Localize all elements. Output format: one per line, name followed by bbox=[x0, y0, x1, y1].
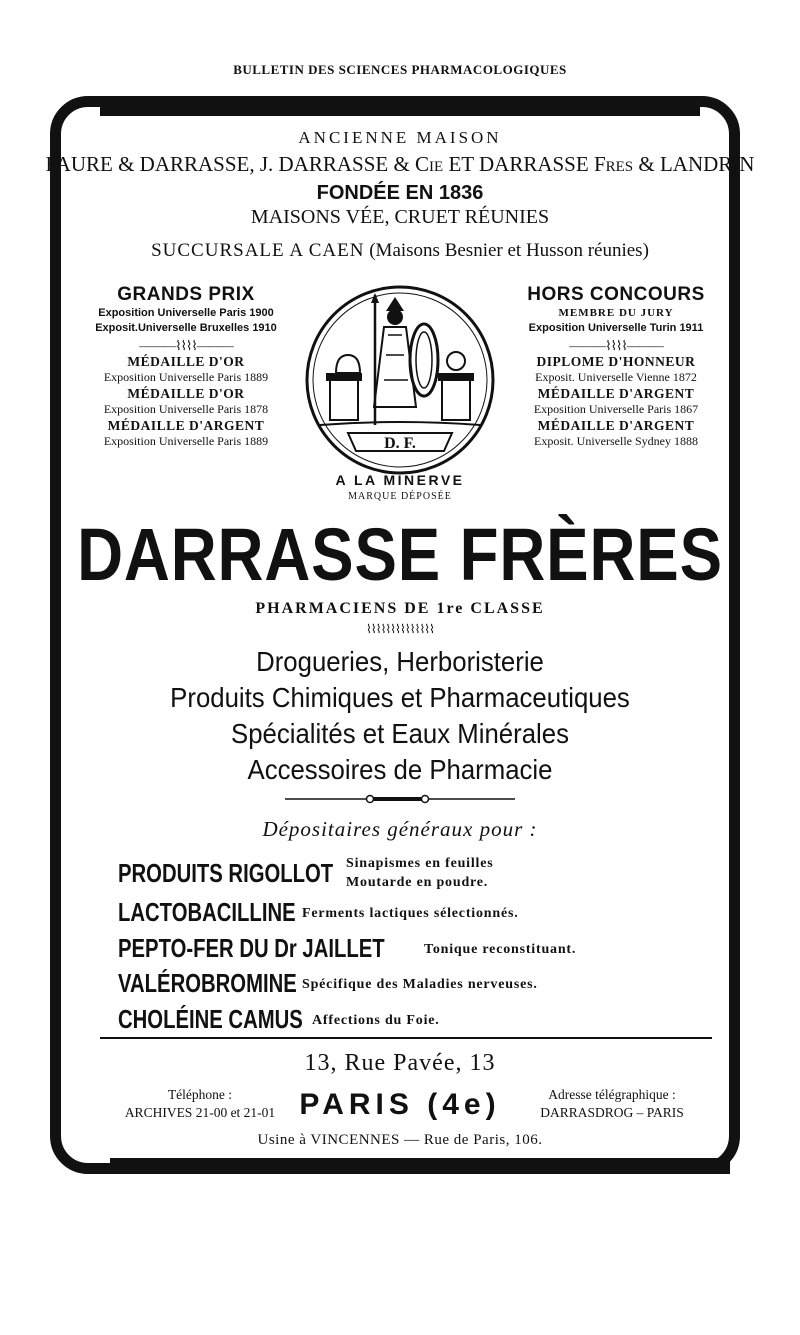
emblem-note: MARQUE DÉPOSÉE bbox=[348, 491, 452, 502]
left-sub-2: Exposit.Universelle Bruxelles 1910 bbox=[95, 322, 277, 334]
award-name: MÉDAILLE D'ARGENT bbox=[537, 386, 695, 401]
product-line: Produits Chimiques et Pharmaceutiques bbox=[170, 682, 630, 713]
award-event: Exposition Universelle Paris 1867 bbox=[533, 402, 699, 416]
left-title: GRANDS PRIX bbox=[117, 284, 255, 305]
address-rule bbox=[100, 1037, 712, 1039]
telephone-label: Téléphone : bbox=[167, 1087, 233, 1102]
header-ancienne-maison: ANCIENNE MAISON bbox=[298, 128, 502, 147]
brand-lactobacilline: LACTOBACILLINE bbox=[118, 897, 296, 927]
running-head: BULLETIN DES SCIENCES PHARMACOLOGIQUES bbox=[233, 62, 567, 77]
firm-name: DARRASSE FRÈRES bbox=[77, 513, 723, 596]
telegraph-address: DARRASDROG – PARIS bbox=[540, 1105, 684, 1120]
award-event: Exposition Universelle Paris 1889 bbox=[103, 370, 269, 384]
squiggle-divider: ———⌇⌇⌇⌇——— bbox=[569, 338, 663, 353]
product-line: Spécialités et Eaux Minérales bbox=[231, 718, 569, 749]
header-founded: FONDÉE EN 1836 bbox=[316, 182, 484, 204]
street-address: 13, Rue Pavée, 13 bbox=[304, 1050, 496, 1076]
brand-lactobacilline-desc: Ferments lactiques sélectionnés. bbox=[302, 906, 519, 921]
telegraph-block bbox=[512, 1086, 712, 1122]
award-name: MÉDAILLE D'ARGENT bbox=[107, 418, 265, 433]
award-event: Exposit. Universelle Vienne 1872 bbox=[535, 370, 697, 384]
brand-choleine-desc: Affections du Foie. bbox=[312, 1013, 440, 1028]
brand-valerobromine-desc: Spécifique des Maladies nerveuses. bbox=[302, 977, 538, 992]
firm-subtitle: PHARMACIENS DE 1re CLASSE bbox=[255, 600, 545, 617]
right-title: HORS CONCOURS bbox=[527, 284, 705, 305]
left-sub-1: Exposition Universelle Paris 1900 bbox=[98, 307, 274, 319]
minerva-medallion bbox=[300, 285, 500, 485]
brand-pepto-fer-desc: Tonique reconstituant. bbox=[424, 942, 577, 957]
header-succursale bbox=[0, 240, 800, 262]
award-event: Exposit. Universelle Sydney 1888 bbox=[534, 434, 698, 448]
medallion-monogram: D. F. bbox=[384, 435, 416, 452]
award-event: Exposition Universelle Paris 1878 bbox=[103, 402, 269, 416]
right-sub-2: Exposition Universelle Turin 1911 bbox=[528, 322, 704, 334]
award-name: MÉDAILLE D'OR bbox=[127, 386, 245, 401]
factory-address: Usine à VINCENNES — Rue de Paris, 106. bbox=[257, 1132, 543, 1148]
right-awards bbox=[506, 284, 726, 448]
brand-rigollot-desc-1: Sinapismes en feuilles bbox=[346, 856, 494, 871]
ornamental-rule bbox=[285, 790, 515, 808]
squiggle-ornament: ⌇⌇⌇⌇⌇⌇⌇⌇⌇⌇⌇⌇⌇⌇ bbox=[365, 622, 435, 636]
brand-choleine: CHOLÉINE CAMUS bbox=[118, 1004, 303, 1034]
award-event: Exposition Universelle Paris 1889 bbox=[103, 434, 269, 448]
succursale-label: SUCCURSALE A CAEN bbox=[151, 240, 365, 261]
product-line: Drogueries, Herboristerie bbox=[256, 646, 544, 677]
emblem-name: A LA MINERVE bbox=[335, 472, 465, 488]
header-maisons: MAISONS VÉE, CRUET RÉUNIES bbox=[250, 206, 550, 228]
award-name: MÉDAILLE D'ARGENT bbox=[537, 418, 695, 433]
brand-rigollot-desc-2: Moutarde en poudre. bbox=[346, 875, 489, 890]
frame-top-band bbox=[100, 96, 700, 116]
right-sub-1: MEMBRE DU JURY bbox=[558, 307, 674, 319]
squiggle-divider: ———⌇⌇⌇⌇——— bbox=[139, 338, 233, 353]
brand-valerobromine: VALÉROBROMINE bbox=[118, 968, 297, 998]
depositaires-heading: Dépositaires généraux pour : bbox=[262, 817, 538, 841]
award-name: MÉDAILLE D'OR bbox=[127, 354, 245, 369]
telephone-numbers: ARCHIVES 21-00 et 21-01 bbox=[124, 1105, 276, 1120]
city: PARIS (4e) bbox=[299, 1088, 501, 1121]
succursale-detail: (Maisons Besnier et Husson réunies) bbox=[369, 240, 649, 261]
frame-bottom-band bbox=[110, 1158, 730, 1174]
award-name: DIPLOME D'HONNEUR bbox=[536, 354, 696, 369]
header-founders: FAURE & DARRASSE, J. DARRASSE & Cie ET DARRASSE Fres & LANDRIN bbox=[45, 152, 755, 176]
left-awards bbox=[76, 284, 296, 448]
product-line: Accessoires de Pharmacie bbox=[247, 754, 553, 785]
telegraph-label: Adresse télégraphique : bbox=[548, 1087, 676, 1102]
brand-rigollot: PRODUITS RIGOLLOT bbox=[118, 858, 334, 888]
brand-pepto-fer: PEPTO-FER DU Dr JAILLET bbox=[118, 933, 385, 963]
